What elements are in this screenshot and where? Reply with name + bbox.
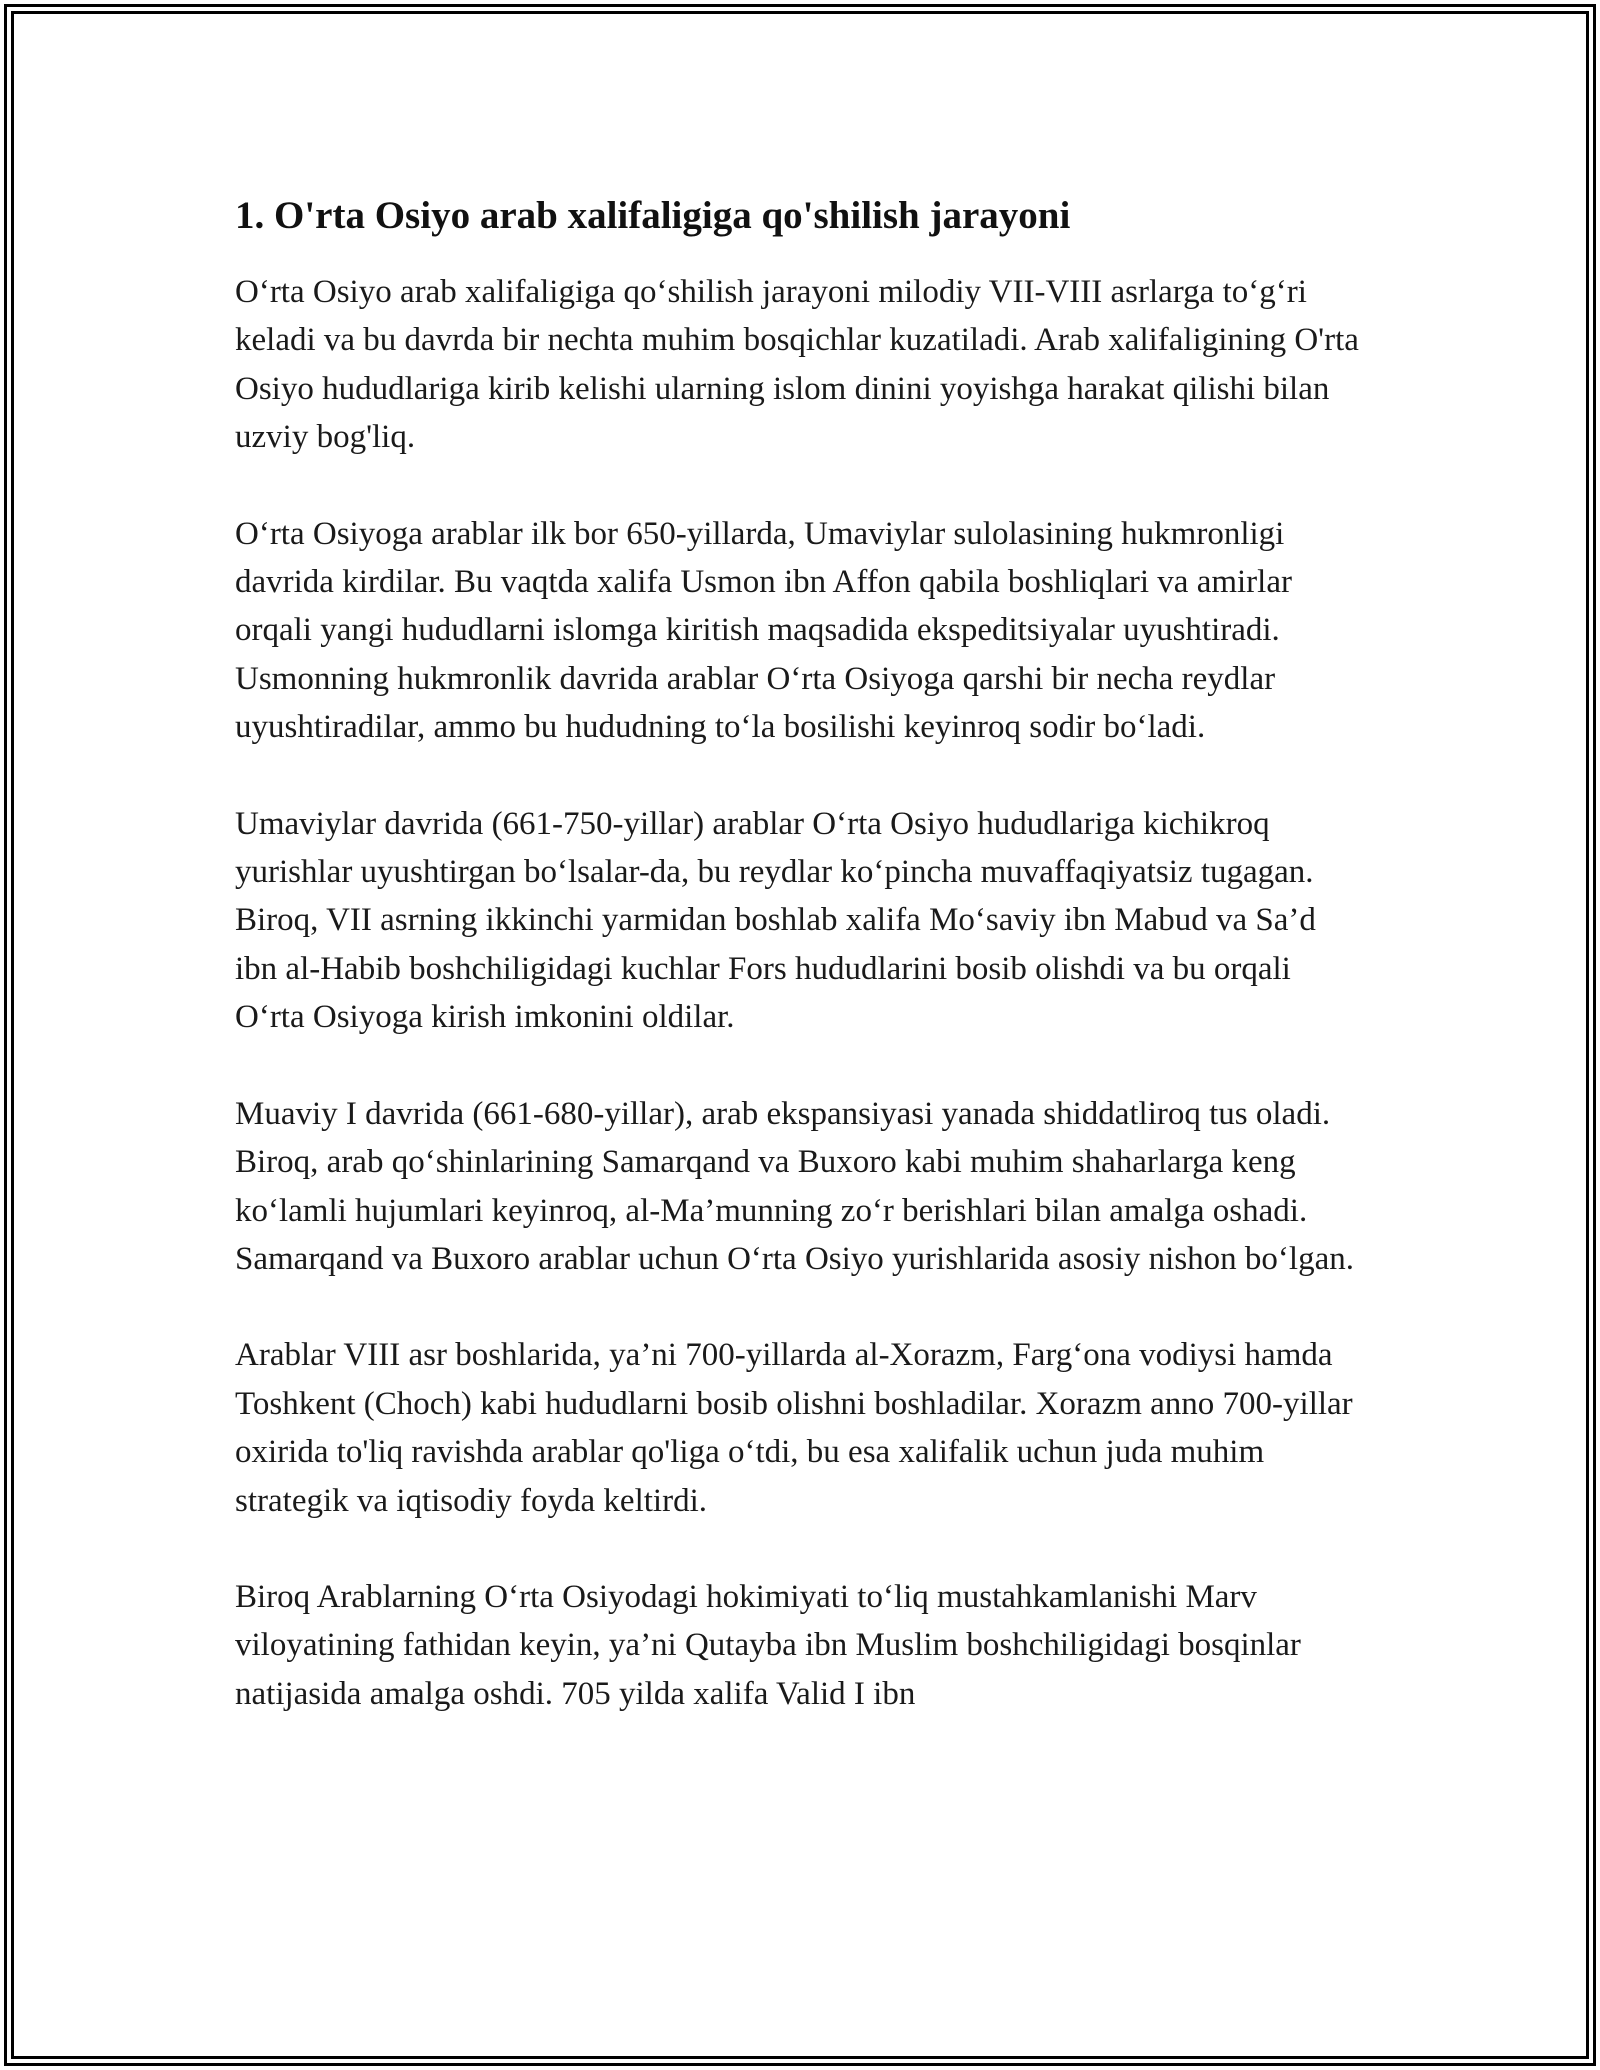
document-body (235, 188, 1365, 1718)
paragraph-3: Umaviylar davrida (661-750-yillar) arablar O‘rta Osiyo hududlariga kichikroq yurishlar uyushtirgan bo‘lsalar-da, bu reydlar ko‘pincha muvaffaqiyatsiz tugagan. Biroq, VII asrning ikkinchi yarmidan boshlab xalifa Mo‘saviy ibn Mabud va Sa’d ibn al-Habib boshchiligidagi kuchlar Fors hududlarini bosib olishdi va bu orqali O‘rta Osiyoga kirish imkonini oldilar. (235, 805, 1316, 1036)
paragraph-5: Arablar VIII asr boshlarida, ya’ni 700-yillarda al-Xorazm, Farg‘ona vodiysi hamda Toshkent (Choch) kabi hududlarni bosib olishni boshladilar. Xorazm anno 700-yillar oxirida to'liq ravishda arablar qo'liga o‘tdi, bu esa xalifalik uchun juda muhim strategik va iqtisodiy foyda keltirdi. (235, 1337, 1353, 1519)
paragraph-1: O‘rta Osiyo arab xalifaligiga qo‘shilish jarayoni milodiy VII-VIII asrlarga to‘g‘ri keladi va bu davrda bir nechta muhim bosqichlar kuzatiladi. Arab xalifaligining O'rta Osiyo hududlariga kirib kelishi ularning islom dinini yoyishga harakat qilishi bilan uzviy bog'liq. (235, 274, 1359, 456)
paragraph-2: O‘rta Osiyoga arablar ilk bor 650-yillarda, Umaviylar sulolasining hukmronligi davrida kirdilar. Bu vaqtda xalifa Usmon ibn Affon qabila boshliqlari va amirlar orqali yangi hududlarni islomga kiritish maqsadida ekspeditsiyalar uyushtiradi. Usmonning hukmronlik davrida arablar O‘rta Osiyoga qarshi bir necha reydlar uyushtiradilar, ammo bu hududning to‘la bosilishi keyinroq sodir bo‘ladi. (235, 515, 1292, 746)
paragraph-6: Biroq Arablarning O‘rta Osiyodagi hokimiyati to‘liq mustahkamlanishi Marv viloyatining fathidan keyin, ya’ni Qutayba ibn Muslim boshchiligidagi bosqinlar natijasida amalga oshdi. 705 yilda xalifa Valid I ibn (235, 1578, 1301, 1712)
paragraph-4: Muaviy I davrida (661-680-yillar), arab ekspansiyasi yanada shiddatliroq tus oladi. Biroq, arab qo‘shinlarining Samarqand va Buxoro kabi muhim shaharlarga keng ko‘lamli hujumlari keyinroq, al-Ma’munning zo‘r berishlari bilan amalga oshadi. Samarqand va Buxoro arablar uchun O‘rta Osiyo yurishlarida asosiy nishon bo‘lgan. (235, 1095, 1354, 1277)
section-heading: 1. O'rta Osiyo arab xalifaligiga qo'shilish jarayoni (235, 194, 1071, 237)
